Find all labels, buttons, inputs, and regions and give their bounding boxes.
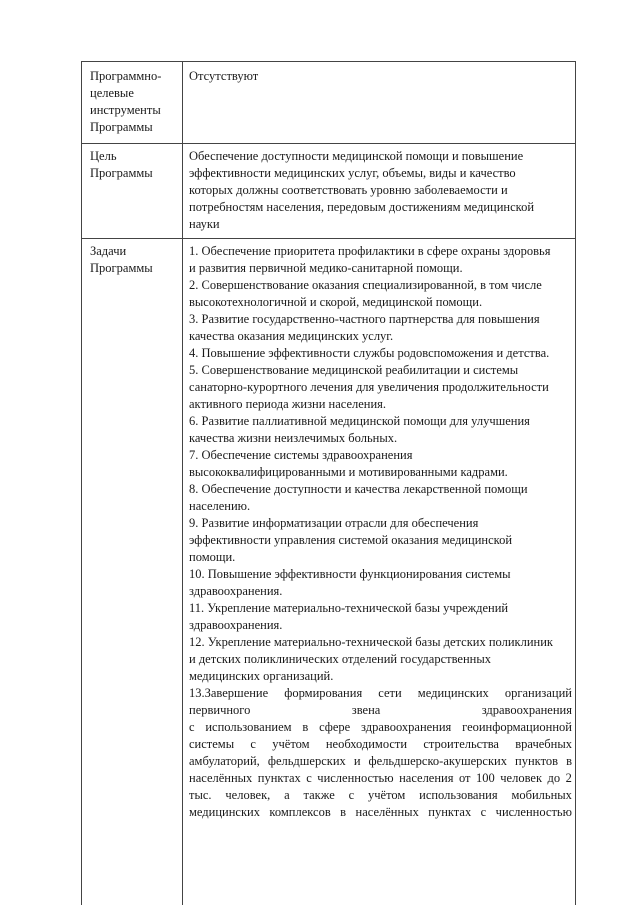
task-13-justified-block [189, 685, 572, 821]
word: мобильных [511, 788, 572, 802]
task-line: 2. Совершенствование оказания специализированной, в том числе [189, 278, 542, 292]
word: медицинских [417, 686, 489, 700]
word: пунктах [428, 805, 472, 819]
task-line: 12. Укрепление материально-технической базы детских поликлиник [189, 635, 554, 649]
word: фельдшерско-акушерских [368, 754, 507, 768]
label-line: Программы [90, 166, 153, 180]
word: человек, [225, 788, 271, 802]
word: пунктах [257, 771, 301, 785]
label-line: Программно- [90, 69, 162, 83]
value-line: Отсутствуют [189, 69, 259, 83]
word: 13.Завершение [189, 686, 269, 700]
task-justified-line [189, 685, 572, 702]
task-line: 7. Обеспечение системы здравоохранения [189, 448, 413, 462]
word: необходимости [325, 737, 408, 751]
word: человек [500, 771, 543, 785]
word: 100 [476, 771, 495, 785]
word: комплексов [269, 805, 331, 819]
column-divider [182, 62, 183, 905]
row-value-tasks [189, 243, 572, 821]
task-justified-line [189, 787, 572, 804]
word: от [458, 771, 471, 785]
task-line: высокотехнологичной и скорой, медицинской помощи. [189, 295, 483, 309]
task-line: здравоохранения. [189, 584, 283, 598]
word: населённых [355, 805, 419, 819]
row-label-instruments [90, 68, 180, 136]
row-separator [82, 143, 575, 144]
value-line: эффективности медицинских услуг, объемы, виды и качество [189, 166, 516, 180]
task-line: медицинских организаций. [189, 669, 334, 683]
task-justified-line [189, 719, 572, 736]
program-passport-table [81, 61, 576, 905]
word: населённых [189, 771, 253, 785]
word: организаций [504, 686, 572, 700]
task-line: 4. Повышение эффективности службы родовспоможения и детства. [189, 346, 550, 360]
word: использования [419, 788, 498, 802]
task-line: 8. Обеспечение доступности и качества лекарственной помощи [189, 482, 528, 496]
value-line: Обеспечение доступности медицинской помощи и повышение [189, 149, 524, 163]
word: здравоохранения [361, 720, 452, 734]
label-line: Цель [90, 149, 117, 163]
task-line: 9. Развитие информатизации отрасли для обеспечения [189, 516, 479, 530]
value-line: которых должны соответствовать уровню заболеваемости и [189, 183, 508, 197]
task-line: 11. Укрепление материально-технической базы учреждений [189, 601, 509, 615]
word: медицинских [189, 805, 260, 819]
task-line: качества оказания медицинских услуг. [189, 329, 394, 343]
task-line: высококвалифицированными и мотивированными кадрами. [189, 465, 508, 479]
row-value-goal [189, 148, 572, 233]
word: с [348, 788, 355, 802]
word: формирования [284, 686, 363, 700]
value-line: потребностям населения, передовым достижениям медицинской [189, 200, 535, 214]
word: тыс. [189, 788, 212, 802]
word: до [547, 771, 561, 785]
word: звена [351, 703, 381, 717]
task-line: эффективности управления системой оказания медицинской [189, 533, 513, 547]
task-justified-line [189, 736, 572, 753]
task-justified-line [189, 804, 572, 821]
task-line: 3. Развитие государственно-частного партнерства для повышения [189, 312, 540, 326]
word: здравоохранения [481, 703, 572, 717]
word: врачебных [515, 737, 572, 751]
task-line: санаторно-курортного лечения для увеличения продолжительности [189, 380, 549, 394]
word: учётом [367, 788, 406, 802]
word: фельдшерских [267, 754, 346, 768]
label-line: Программы [90, 261, 153, 275]
label-line: инструменты [90, 103, 161, 117]
label-line: Задачи [90, 244, 127, 258]
task-justified-line [189, 770, 572, 787]
task-line: 1. Обеспечение приоритета профилактики в сфере охраны здоровья [189, 244, 551, 258]
value-line: науки [189, 217, 220, 231]
row-label-tasks [90, 243, 180, 277]
word: системы [189, 737, 235, 751]
task-line: 5. Совершенствование медицинской реабилитации и системы [189, 363, 519, 377]
label-line: Программы [90, 120, 153, 134]
word: строительства [423, 737, 499, 751]
word: с [306, 771, 312, 785]
task-line: активного периода жизни населения. [189, 397, 387, 411]
word: в [340, 805, 347, 819]
word: и [353, 754, 361, 768]
task-line: качества жизни неизлечимых больных. [189, 431, 398, 445]
word: 2 [565, 771, 572, 785]
word: в [566, 754, 572, 768]
word: также [303, 788, 335, 802]
word: численностью [317, 771, 394, 785]
word: с [250, 737, 256, 751]
task-line: и детских поликлинических отделений государственных [189, 652, 492, 666]
word: использованием [205, 720, 292, 734]
word: геоинформационной [462, 720, 572, 734]
word: численностью [495, 805, 572, 819]
word: сфере [319, 720, 351, 734]
word: учётом [272, 737, 310, 751]
task-line: здравоохранения. [189, 618, 283, 632]
word: сети [378, 686, 402, 700]
word: с [480, 805, 487, 819]
task-justified-line [189, 702, 572, 719]
word: с [189, 720, 195, 734]
row-value-instruments [189, 68, 572, 85]
task-justified-line [189, 753, 572, 770]
task-line: помощи. [189, 550, 236, 564]
row-separator [82, 238, 575, 239]
task-line: 6. Развитие паллиативной медицинской помощи для улучшения [189, 414, 530, 428]
word: в [302, 720, 309, 734]
word: населения [399, 771, 454, 785]
word: пунктов [515, 754, 559, 768]
word: первичного [189, 703, 251, 717]
row-label-goal [90, 148, 180, 182]
task-line: и развития первичной медико-санитарной помощи. [189, 261, 463, 275]
task-line: населению. [189, 499, 251, 513]
label-line: целевые [90, 86, 134, 100]
task-line: 10. Повышение эффективности функционирования системы [189, 567, 511, 581]
word: а [284, 788, 290, 802]
word: амбулаторий, [189, 754, 260, 768]
